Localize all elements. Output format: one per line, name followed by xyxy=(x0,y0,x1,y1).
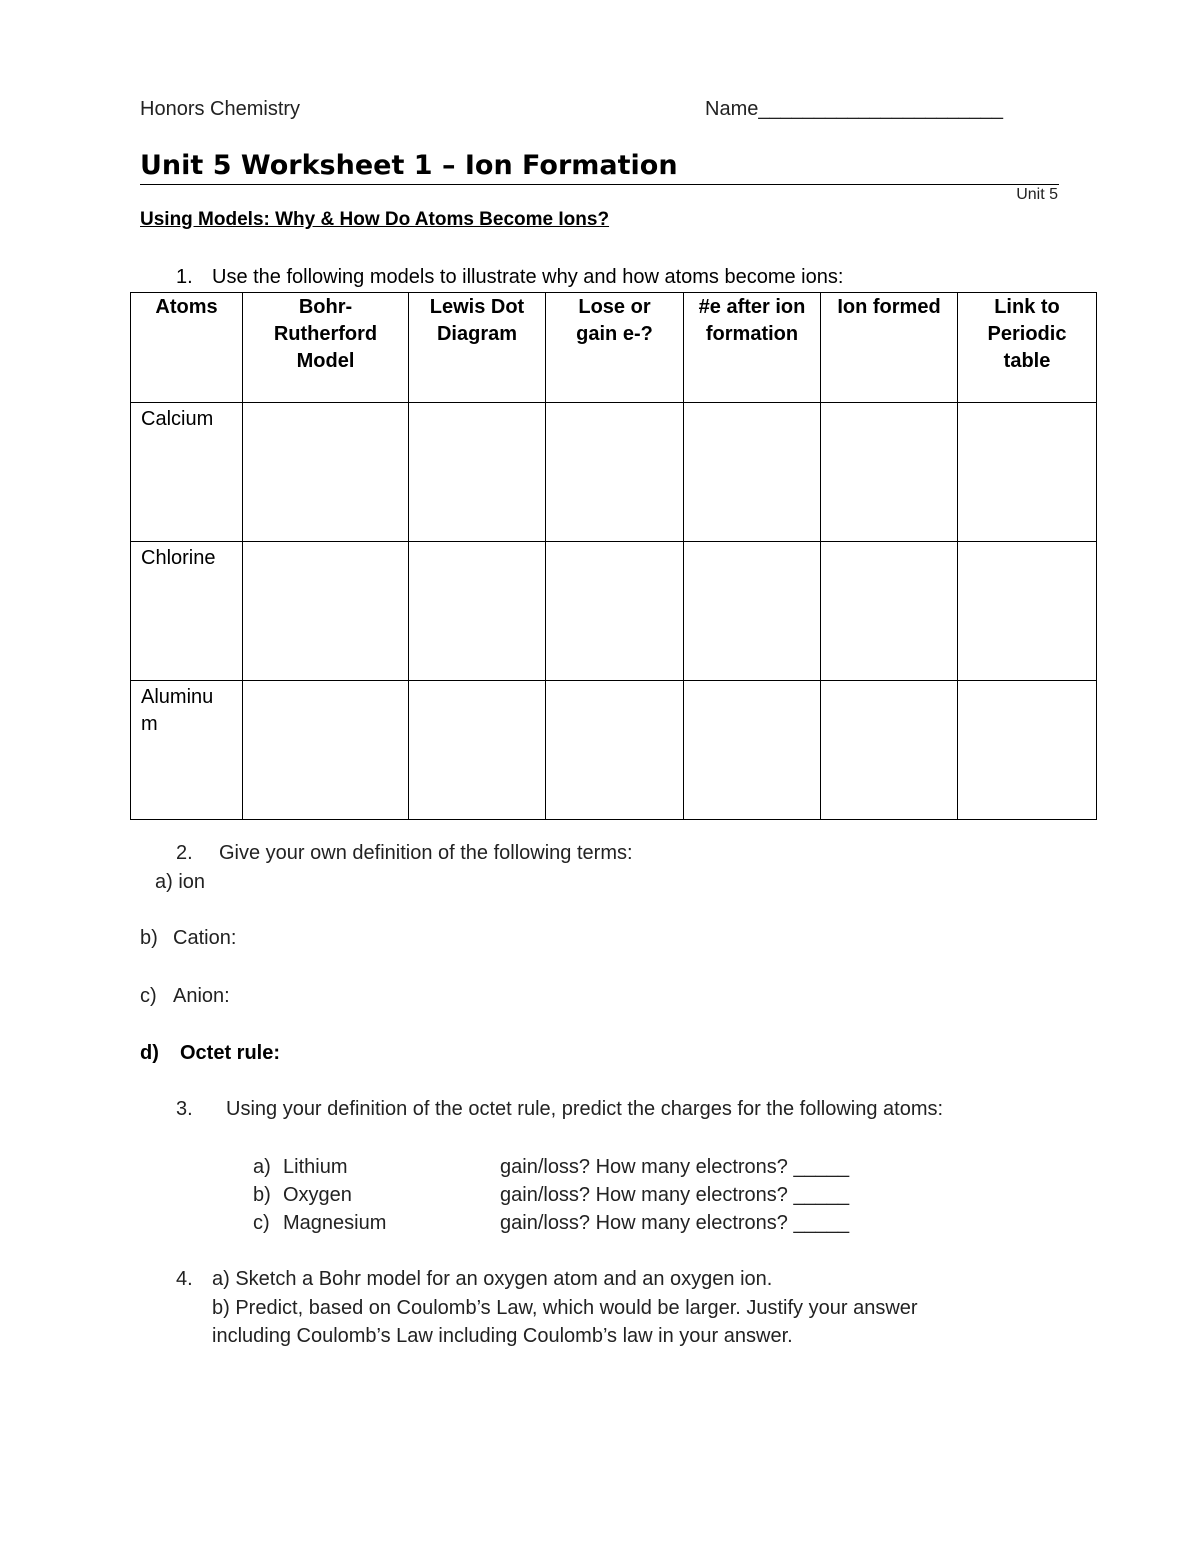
cell-answer[interactable] xyxy=(684,681,821,820)
cell-answer[interactable] xyxy=(821,542,958,681)
question-3 xyxy=(176,1098,943,1121)
item-question: gain/loss? How many electrons? _____ xyxy=(500,1184,850,1206)
table-row xyxy=(131,403,1097,542)
term-text: Cation: xyxy=(173,927,237,949)
section-subtitle: Using Models: Why & How Do Atoms Become Ions? xyxy=(140,209,610,230)
item-element: Magnesium xyxy=(283,1212,387,1234)
question-1-text: Use the following models to illustrate why and how atoms become ions: xyxy=(212,266,844,288)
question-2-number: 2. xyxy=(176,842,193,864)
term-label: b) xyxy=(140,927,158,949)
cell-answer[interactable] xyxy=(546,681,684,820)
question-2-text: Give your own definition of the following terms: xyxy=(219,842,633,864)
question-1 xyxy=(176,266,843,289)
header-electrons-after: #e after ion formation xyxy=(684,293,821,403)
atom-cell-chlorine: Chlorine xyxy=(131,542,243,681)
header-bohr-model: Bohr-Rutherford Model xyxy=(243,293,409,403)
term-label: a) xyxy=(155,871,173,893)
worksheet-title: Unit 5 Worksheet 1 – Ion Formation xyxy=(140,150,678,181)
question-4-line-1: a) Sketch a Bohr model for an oxygen atom and an oxygen ion. xyxy=(212,1268,773,1290)
term-text: Anion: xyxy=(173,985,230,1007)
question-4-line-3: including Coulomb’s Law including Coulomb’s law in your answer. xyxy=(212,1325,793,1347)
cell-answer[interactable] xyxy=(821,403,958,542)
term-cation xyxy=(140,927,236,950)
cell-answer[interactable] xyxy=(409,403,546,542)
cell-answer[interactable] xyxy=(243,403,409,542)
term-octet-rule xyxy=(140,1042,280,1065)
term-anion xyxy=(140,985,230,1008)
course-title: Honors Chemistry xyxy=(140,98,301,120)
header-ion-formed: Ion formed xyxy=(821,293,958,403)
item-question: gain/loss? How many electrons? _____ xyxy=(500,1212,850,1234)
item-label: c) xyxy=(253,1212,270,1234)
item-question: gain/loss? How many electrons? _____ xyxy=(500,1156,850,1178)
item-label: a) xyxy=(253,1156,271,1178)
cell-answer[interactable] xyxy=(958,681,1097,820)
atom-cell-calcium: Calcium xyxy=(131,403,243,542)
cell-answer[interactable] xyxy=(684,542,821,681)
question-1-number: 1. xyxy=(176,266,193,288)
header-atoms: Atoms xyxy=(131,293,243,403)
cell-answer[interactable] xyxy=(546,542,684,681)
item-element: Oxygen xyxy=(283,1184,352,1206)
term-text: Octet rule: xyxy=(180,1042,281,1064)
question-4-number: 4. xyxy=(176,1268,193,1290)
table-header-row xyxy=(131,293,1097,403)
unit-label: Unit 5 xyxy=(1016,186,1058,203)
item-element: Lithium xyxy=(283,1156,348,1178)
question-4-line-2: b) Predict, based on Coulomb’s Law, which would be larger. Justify your answer xyxy=(212,1297,918,1319)
table-row xyxy=(131,681,1097,820)
question-3-number: 3. xyxy=(176,1098,193,1120)
cell-answer[interactable] xyxy=(958,542,1097,681)
atom-cell-aluminum: Aluminum xyxy=(131,681,243,820)
question-2 xyxy=(176,842,633,865)
cell-answer[interactable] xyxy=(243,542,409,681)
title-rule xyxy=(140,184,1059,185)
term-label: c) xyxy=(140,985,157,1007)
cell-answer[interactable] xyxy=(684,403,821,542)
header-lewis-dot: Lewis Dot Diagram xyxy=(409,293,546,403)
item-label: b) xyxy=(253,1184,271,1206)
table-row xyxy=(131,542,1097,681)
cell-answer[interactable] xyxy=(243,681,409,820)
cell-answer[interactable] xyxy=(546,403,684,542)
cell-answer[interactable] xyxy=(409,681,546,820)
term-text: ion xyxy=(178,871,206,893)
cell-answer[interactable] xyxy=(958,403,1097,542)
header-lose-gain: Lose or gain e-? xyxy=(546,293,684,403)
ion-model-table xyxy=(130,292,1097,820)
term-ion xyxy=(155,871,205,894)
cell-answer[interactable] xyxy=(409,542,546,681)
question-4 xyxy=(176,1268,772,1291)
name-field: Name______________________ xyxy=(705,98,1004,120)
term-label: d) xyxy=(140,1042,159,1064)
question-3-text: Using your definition of the octet rule, predict the charges for the following atoms: xyxy=(226,1098,944,1120)
cell-answer[interactable] xyxy=(821,681,958,820)
header-periodic-link: Link to Periodic table xyxy=(958,293,1097,403)
